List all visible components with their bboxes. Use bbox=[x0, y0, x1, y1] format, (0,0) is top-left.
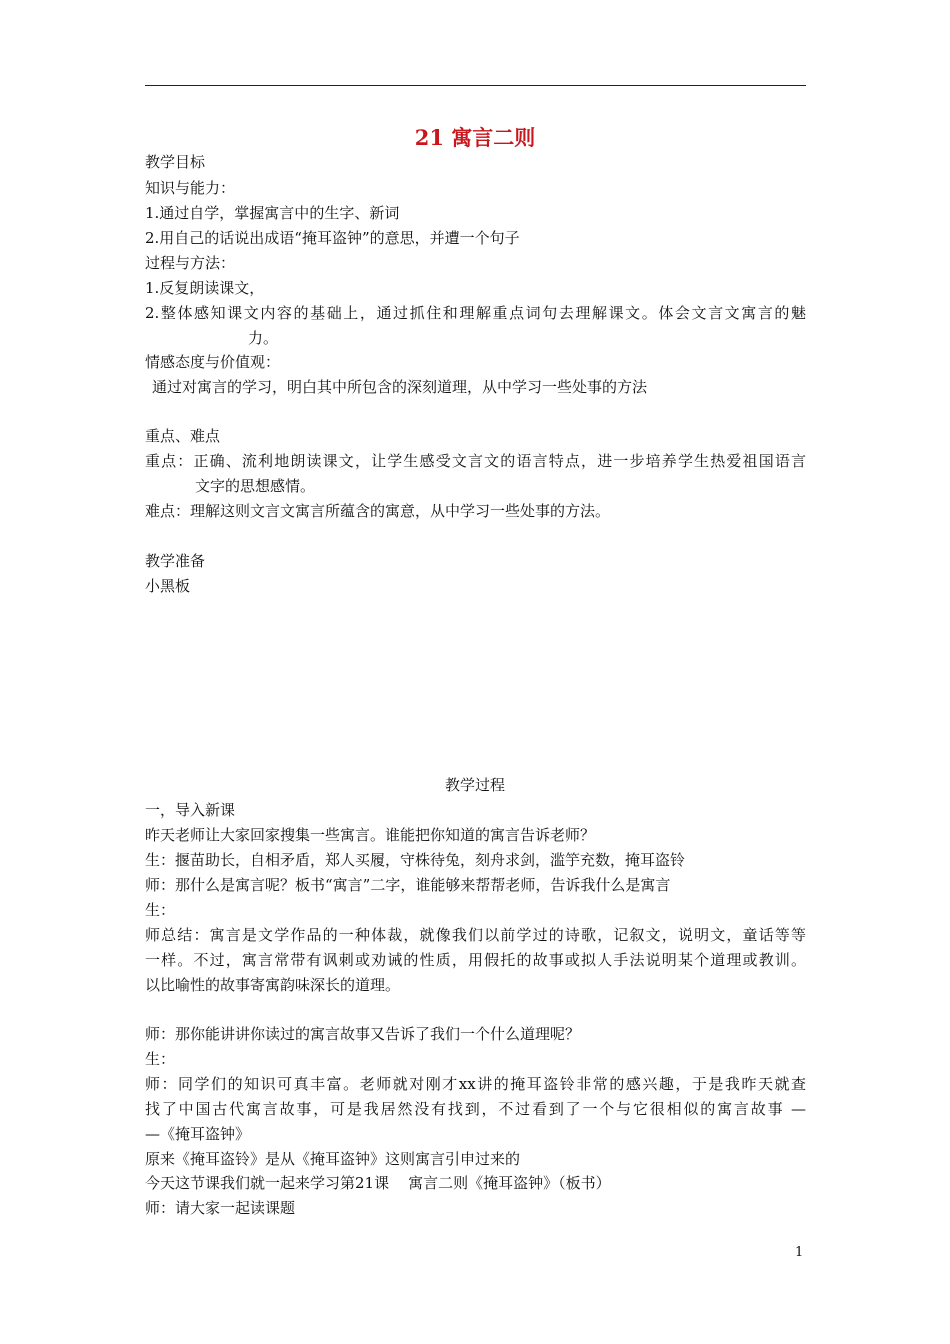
emotion-heading: 情感态度与价值观： bbox=[145, 353, 281, 371]
paragraph: 师：那你能讲讲你读过的寓言故事又告诉了我们一个什么道理呢？ bbox=[145, 1025, 581, 1043]
paragraph: 生： bbox=[145, 1050, 176, 1068]
paragraph: 今天这节课我们就一起来学习第21课 寓言二则《掩耳盗钟》（板书） bbox=[145, 1174, 611, 1192]
difficult-point: 难点：理解这则文言文寓言所蕴含的寓意，从中学习一些处事的方法。 bbox=[145, 502, 611, 520]
emotion-item-1: 通过对寓言的学习，明白其中所包含的深刻道理，从中学习一些处事的方法 bbox=[152, 378, 648, 396]
lesson-title: 21 寓言二则 bbox=[414, 125, 536, 150]
knowledge-item-2: 2.用自己的话说出成语“掩耳盗钟”的意思，并遭一个句子 bbox=[145, 229, 520, 247]
objectives-heading: 教学目标 bbox=[145, 153, 206, 171]
process-method-item-2-cont: 力。 bbox=[248, 329, 279, 347]
knowledge-item-1: 1.通过自学，掌握寓言中的生字、新词 bbox=[145, 204, 400, 222]
key-point-cont: 文字的思想感情。 bbox=[195, 477, 316, 495]
paragraph: 一样。不过，寓言常带有讽刺或劝诫的性质，用假托的故事或拟人手法说明某个道理或教训。 bbox=[145, 951, 806, 969]
paragraph: 找了中国古代寓言故事，可是我居然没有找到，不过看到了一个与它很相似的寓言故事 — bbox=[145, 1100, 806, 1118]
paragraph: 原来《掩耳盗铃》是从《掩耳盗钟》这则寓言引申过来的 bbox=[145, 1150, 521, 1168]
preparation-item: 小黑板 bbox=[145, 577, 191, 595]
key-point: 重点：正确、流利地朗读课文，让学生感受文言文的语言特点，进一步培养学生热爱祖国语言 bbox=[145, 452, 806, 470]
process-heading: 教学过程 bbox=[444, 776, 505, 794]
paragraph: 生：揠苗助长，自相矛盾，郑人买履，守株待兔，刻舟求剑，滥竽充数，掩耳盗铃 bbox=[145, 851, 686, 869]
process-method-heading: 过程与方法： bbox=[145, 254, 236, 272]
section-1-heading: 一，导入新课 bbox=[145, 801, 236, 819]
header-rule bbox=[145, 85, 806, 86]
process-method-item-2: 2.整体感知课文内容的基础上，通过抓住和理解重点词句去理解课文。体会文言文寓言的魅 bbox=[145, 304, 806, 322]
paragraph: 师：请大家一起读课题 bbox=[145, 1199, 296, 1217]
paragraph: 师总结：寓言是文学作品的一种体裁，就像我们以前学过的诗歌，记叙文，说明文，童话等等 bbox=[145, 926, 806, 944]
preparation-heading: 教学准备 bbox=[145, 552, 206, 570]
knowledge-heading: 知识与能力： bbox=[145, 179, 236, 197]
paragraph: 生： bbox=[145, 901, 176, 919]
paragraph: 昨天老师让大家回家搜集一些寓言。谁能把你知道的寓言告诉老师？ bbox=[145, 826, 596, 844]
key-points-heading: 重点、难点 bbox=[145, 427, 221, 445]
paragraph: 师：同学们的知识可真丰富。老师就对刚才xx讲的掩耳盗铃非常的感兴趣，于是我昨天就查 bbox=[145, 1075, 806, 1093]
page-number: 1 bbox=[795, 1245, 804, 1260]
paragraph: 师：那什么是寓言呢？板书“寓言”二字，谁能够来帮帮老师，告诉我什么是寓言 bbox=[145, 876, 671, 894]
process-method-item-1: 1.反复朗读课文， bbox=[145, 279, 265, 297]
paragraph: —《掩耳盗钟》 bbox=[145, 1125, 251, 1143]
paragraph: 以比喻性的故事寄寓韵味深长的道理。 bbox=[145, 976, 401, 994]
